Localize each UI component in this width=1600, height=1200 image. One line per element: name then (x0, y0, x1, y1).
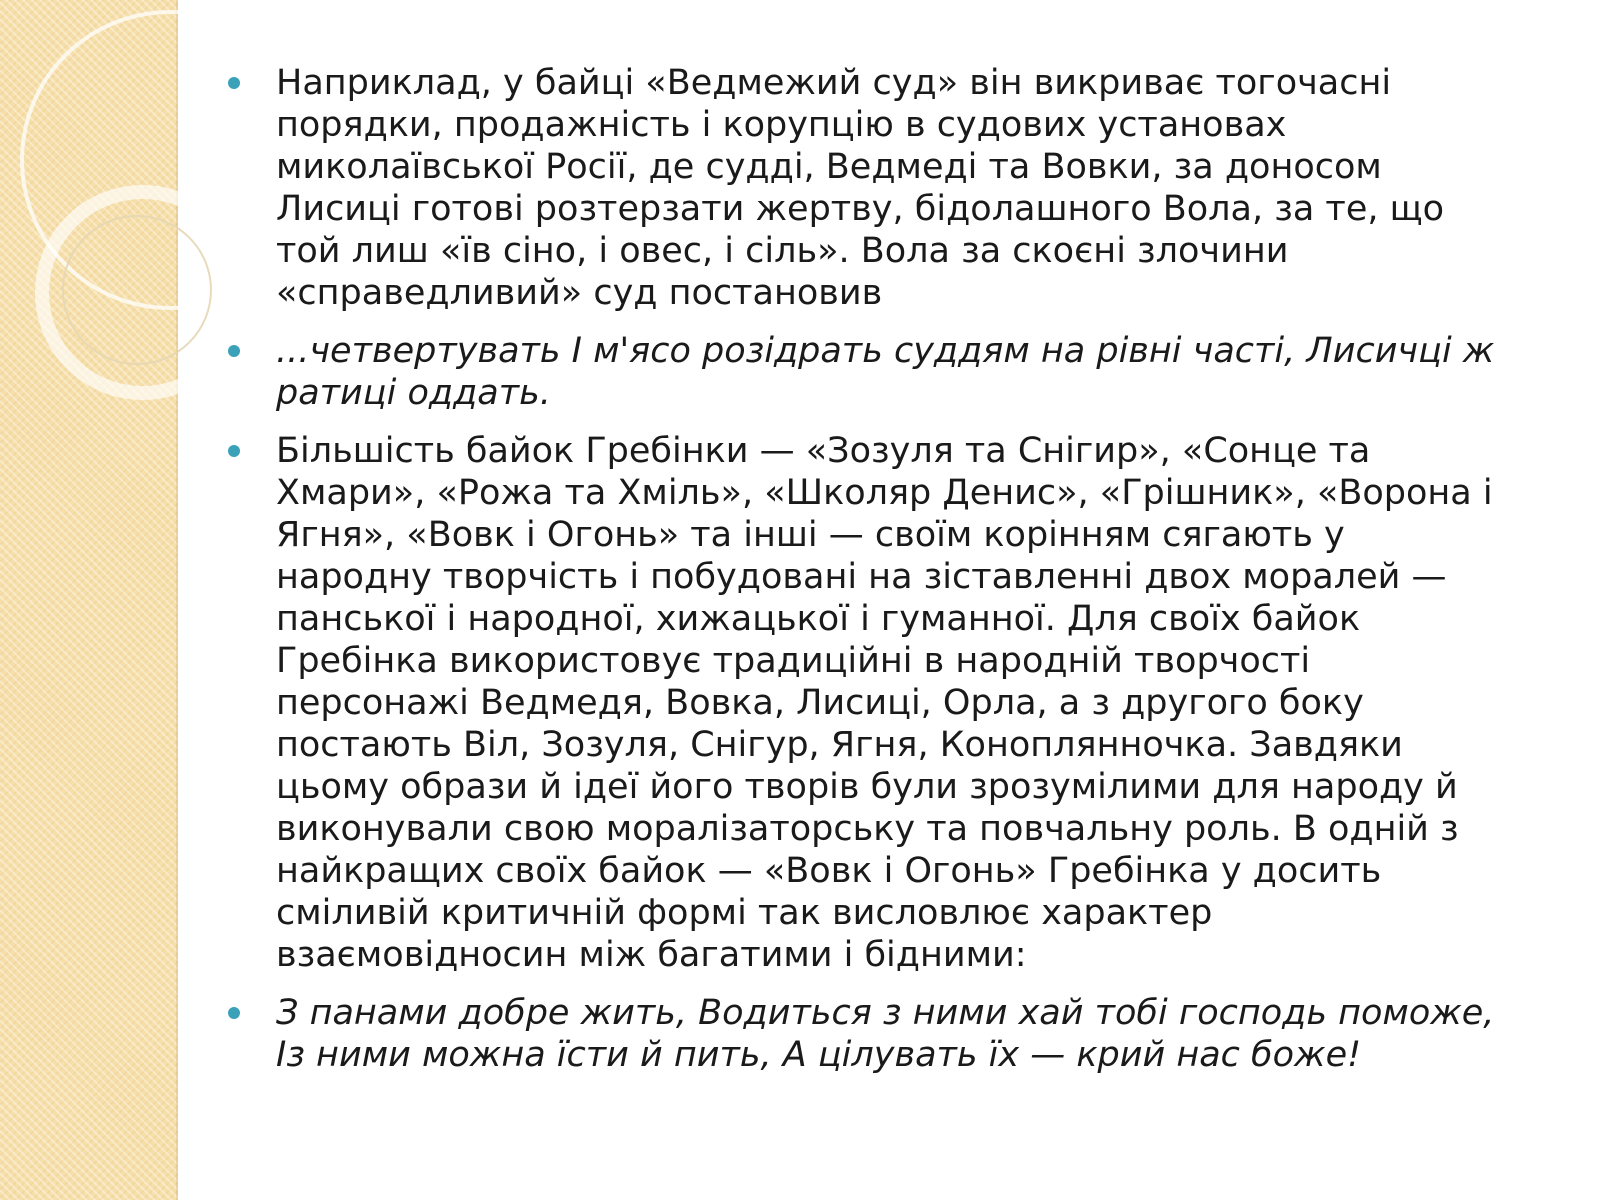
bullet-text: З панами добре жить, Водиться з ними хай тобі господь поможе, Із ними можна їсти й пить, А цілувать їх — крий нас боже! (276, 993, 1495, 1075)
bullet-text: Наприклад, у байці «Ведмежий суд» він викриває тогочасні порядки, продажність і корупцію в судових установах миколаївської Росії, де судді, Ведмеді та Вовки, за доносом Лисиці готові розтерзати жертву, бідолашного Вола, за те, що той лиш «їв сіно, і овес, і сіль». Вола за скоєні злочини «справедливий» суд постановив (276, 63, 1444, 313)
decorative-ring (62, 215, 212, 365)
bullet-item-quote (228, 330, 1498, 414)
bullet-item (228, 430, 1498, 976)
bullet-dot-icon (228, 445, 240, 457)
decorative-side-band (0, 0, 178, 1200)
bullet-item (228, 62, 1498, 314)
bullet-text: Більшість байок Гребінки — «Зозуля та Снігир», «Сонце та Хмари», «Рожа та Хміль», «Школяр Денис», «Грішник», «Ворона і Ягня», «Вовк і Огонь» та інші — своїм корінням сягають у народну творчість і побудовані на зіставленні двох моралей — панської і народної, хижацької і гуманної. Для своїх байок Гребінка використовує традиційні в народній творчості персонажі Ведмедя, Вовка, Лисиці, Орла, а з другого боку постають Віл, Зозуля, Снігур, Ягня, Коноплянночка. Завдяки цьому образи й ідеї його творів були зрозумілими для народу й виконували свою моралізаторську та повчальну роль. В одній з найкращих своїх байок — «Вовк і Огонь» Гребінка у досить сміливій критичній формі так висловлює характер взаємовідносин між багатими і бідними: (276, 431, 1493, 975)
bullet-dot-icon (228, 345, 240, 357)
bullet-dot-icon (228, 77, 240, 89)
bullet-dot-icon (228, 1007, 240, 1019)
bullet-text: ...четвертувать І м'ясо розідрать суддям на рівні часті, Лисичці ж ратиці оддать. (276, 331, 1495, 413)
bullet-item-quote (228, 992, 1498, 1076)
slide-body (228, 62, 1498, 1092)
